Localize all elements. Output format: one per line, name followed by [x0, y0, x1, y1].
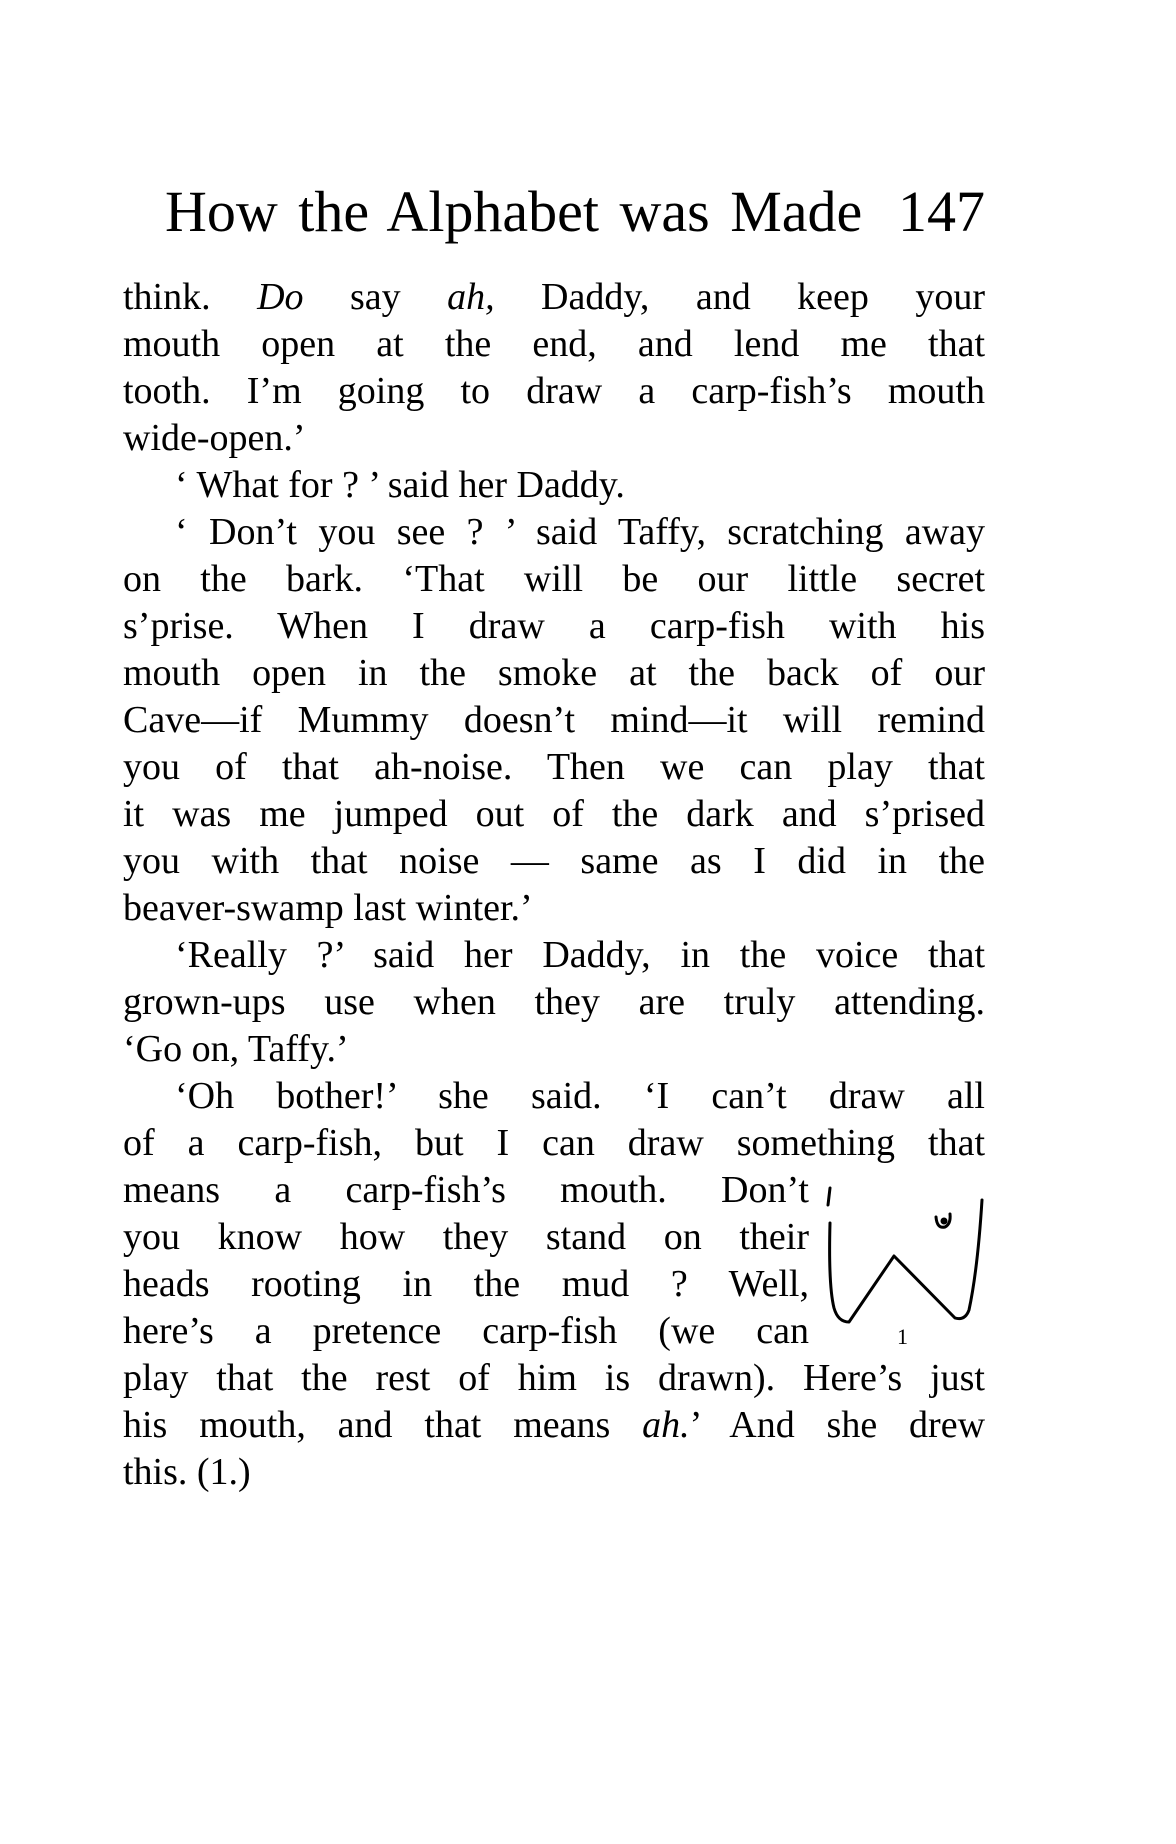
running-head-title: How the Alphabet was Made: [165, 179, 863, 244]
figure-label: 1: [897, 1324, 908, 1349]
text-line: [123, 1355, 985, 1402]
text-segment: ‘Really ?’ said her Daddy, in the voice that: [175, 934, 985, 976]
text-line: [123, 979, 985, 1026]
text-segment: Daddy, and keep your: [494, 276, 985, 318]
text-segment: grown-ups use when they are truly attending.: [123, 981, 985, 1023]
italic-word: ah,: [447, 276, 495, 318]
text-segment: ‘Go on, Taffy.’: [123, 1028, 349, 1070]
italic-word: ah.: [642, 1404, 690, 1446]
text-line: [123, 462, 985, 509]
page-number: 147: [898, 179, 985, 244]
text-line: [123, 274, 985, 321]
text-line: [123, 838, 985, 885]
text-segment: here’s a pretence carp-fish (we can: [123, 1310, 809, 1352]
text-segment: heads rooting in the mud ? Well,: [123, 1263, 809, 1305]
text-segment: mouth open in the smoke at the back of our: [123, 652, 985, 694]
text-line: [123, 1308, 809, 1355]
text-line: [123, 791, 985, 838]
text-segment: wide-open.’: [123, 417, 306, 459]
text-segment: you with that noise — same as I did in the: [123, 840, 985, 882]
text-line: [123, 650, 985, 697]
text-line: [123, 1402, 985, 1449]
figure-top-tick: [828, 1188, 830, 1205]
text-segment: his mouth, and that means: [123, 1404, 643, 1446]
text-segment: think.: [123, 276, 258, 318]
text-line: [123, 509, 985, 556]
text-line: [123, 885, 985, 932]
text-segment: of a carp-fish, but I can draw something that: [123, 1122, 985, 1164]
text-segment: ‘Oh bother!’ she said. ‘I can’t draw all: [175, 1075, 985, 1117]
text-line: [123, 603, 985, 650]
text-line: [123, 744, 985, 791]
text-line: [123, 321, 985, 368]
text-segment: beaver-swamp last winter.’: [123, 887, 533, 929]
text-segment: it was me jumped out of the dark and s’prised: [123, 793, 985, 835]
text-line: [123, 1073, 985, 1120]
text-segment: Cave—if Mummy doesn’t mind—it will remind: [123, 699, 985, 741]
text-line: [123, 1026, 985, 1073]
text-segment: s’prise. When I draw a carp-fish with his: [123, 605, 985, 647]
carp-mouth-figure: [815, 1170, 995, 1355]
text-segment: ‘ Don’t you see ? ’ said Taffy, scratching away: [175, 511, 985, 553]
text-segment: say: [303, 276, 448, 318]
text-segment: ‘ What for ? ’ said her Daddy.: [175, 464, 625, 506]
carp-eye-dot: [941, 1218, 948, 1225]
text-segment: tooth. I’m going to draw a carp-fish’s mouth: [123, 370, 985, 412]
italic-word: Do: [257, 276, 304, 318]
text-line: [123, 1449, 985, 1496]
running-head: [165, 178, 985, 246]
text-segment: mouth open at the end, and lend me that: [123, 323, 985, 365]
text-line: [123, 1120, 985, 1167]
text-line: [123, 697, 985, 744]
text-segment: you of that ah-noise. Then we can play that: [123, 746, 985, 788]
text-line: [123, 368, 985, 415]
carp-mouth-outline: [830, 1200, 982, 1322]
text-segment: ’ And she drew: [689, 1404, 986, 1446]
text-segment: this. (1.): [123, 1451, 251, 1493]
text-segment: on the bark. ‘That will be our little secret: [123, 558, 985, 600]
text-segment: means a carp-fish’s mouth. Don’t: [123, 1169, 809, 1211]
text-segment: play that the rest of him is drawn). Here’s just: [123, 1357, 985, 1399]
text-line: [123, 415, 985, 462]
text-line: [123, 1167, 809, 1214]
text-segment: you know how they stand on their: [123, 1216, 809, 1258]
text-line: [123, 1261, 809, 1308]
text-line: [123, 556, 985, 603]
text-line: [123, 1214, 809, 1261]
text-line: [123, 932, 985, 979]
